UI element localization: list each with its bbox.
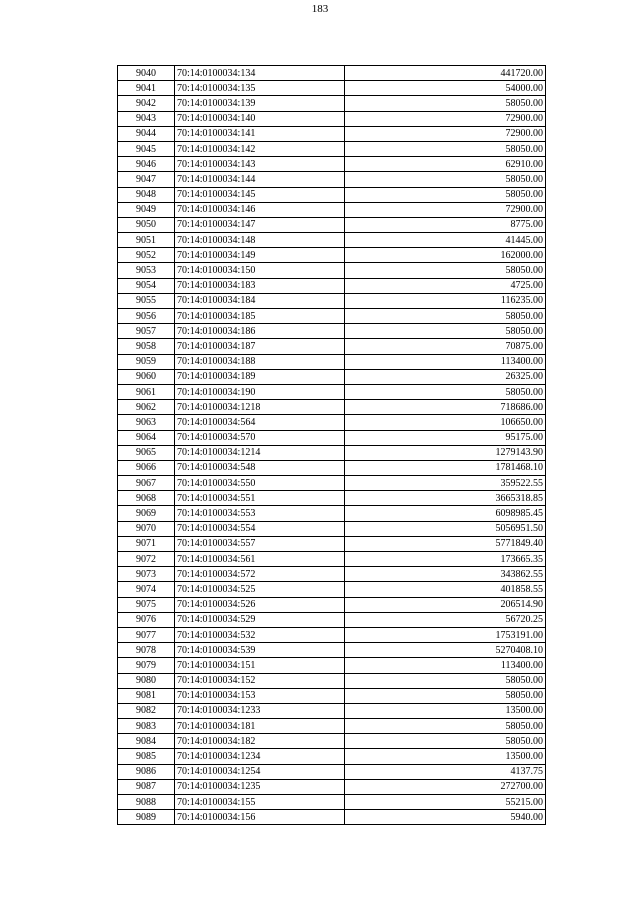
table-row — [118, 521, 546, 536]
table-row — [118, 460, 546, 475]
value-cell: 58050.00 — [345, 673, 546, 688]
table-row — [118, 354, 546, 369]
table-row — [118, 157, 546, 172]
row-number-cell: 9084 — [118, 734, 175, 749]
cadastral-number-cell: 70:14:0100034:181 — [175, 719, 345, 734]
table-row — [118, 658, 546, 673]
cadastral-number-cell: 70:14:0100034:140 — [175, 111, 345, 126]
value-cell: 272700.00 — [345, 779, 546, 794]
registry-table — [117, 65, 546, 825]
cadastral-number-cell: 70:14:0100034:570 — [175, 430, 345, 445]
cadastral-number-cell: 70:14:0100034:142 — [175, 141, 345, 156]
table-row — [118, 81, 546, 96]
cadastral-number-cell: 70:14:0100034:143 — [175, 157, 345, 172]
table-row — [118, 536, 546, 551]
cadastral-number-cell: 70:14:0100034:156 — [175, 810, 345, 825]
cadastral-number-cell: 70:14:0100034:572 — [175, 567, 345, 582]
row-number-cell: 9080 — [118, 673, 175, 688]
table-row — [118, 339, 546, 354]
cadastral-number-cell: 70:14:0100034:150 — [175, 263, 345, 278]
cadastral-number-cell: 70:14:0100034:188 — [175, 354, 345, 369]
row-number-cell: 9078 — [118, 643, 175, 658]
row-number-cell: 9059 — [118, 354, 175, 369]
value-cell: 3665318.85 — [345, 491, 546, 506]
value-cell: 58050.00 — [345, 688, 546, 703]
row-number-cell: 9044 — [118, 126, 175, 141]
value-cell: 56720.25 — [345, 612, 546, 627]
value-cell: 54000.00 — [345, 81, 546, 96]
cadastral-number-cell: 70:14:0100034:1233 — [175, 703, 345, 718]
table-row — [118, 369, 546, 384]
row-number-cell: 9079 — [118, 658, 175, 673]
cadastral-number-cell: 70:14:0100034:144 — [175, 172, 345, 187]
cadastral-number-cell: 70:14:0100034:526 — [175, 597, 345, 612]
row-number-cell: 9040 — [118, 66, 175, 81]
cadastral-number-cell: 70:14:0100034:557 — [175, 536, 345, 551]
table-row — [118, 415, 546, 430]
cadastral-number-cell: 70:14:0100034:548 — [175, 460, 345, 475]
value-cell: 72900.00 — [345, 126, 546, 141]
table-row — [118, 643, 546, 658]
value-cell: 58050.00 — [345, 309, 546, 324]
cadastral-number-cell: 70:14:0100034:185 — [175, 309, 345, 324]
row-number-cell: 9062 — [118, 400, 175, 415]
row-number-cell: 9076 — [118, 612, 175, 627]
table-row — [118, 187, 546, 202]
cadastral-number-cell: 70:14:0100034:190 — [175, 384, 345, 399]
cadastral-number-cell: 70:14:0100034:146 — [175, 202, 345, 217]
cadastral-number-cell: 70:14:0100034:553 — [175, 506, 345, 521]
cadastral-number-cell: 70:14:0100034:139 — [175, 96, 345, 111]
table-row — [118, 309, 546, 324]
table-row — [118, 491, 546, 506]
row-number-cell: 9081 — [118, 688, 175, 703]
row-number-cell: 9070 — [118, 521, 175, 536]
cadastral-number-cell: 70:14:0100034:564 — [175, 415, 345, 430]
value-cell: 401858.55 — [345, 582, 546, 597]
table-row — [118, 324, 546, 339]
table-row — [118, 96, 546, 111]
cadastral-number-cell: 70:14:0100034:184 — [175, 293, 345, 308]
table-row — [118, 582, 546, 597]
cadastral-number-cell: 70:14:0100034:151 — [175, 658, 345, 673]
value-cell: 441720.00 — [345, 66, 546, 81]
cadastral-number-cell: 70:14:0100034:1214 — [175, 445, 345, 460]
cadastral-number-cell: 70:14:0100034:141 — [175, 126, 345, 141]
cadastral-number-cell: 70:14:0100034:525 — [175, 582, 345, 597]
cadastral-number-cell: 70:14:0100034:529 — [175, 612, 345, 627]
table-row — [118, 612, 546, 627]
cadastral-number-cell: 70:14:0100034:187 — [175, 339, 345, 354]
value-cell: 359522.55 — [345, 476, 546, 491]
row-number-cell: 9052 — [118, 248, 175, 263]
row-number-cell: 9042 — [118, 96, 175, 111]
row-number-cell: 9075 — [118, 597, 175, 612]
row-number-cell: 9055 — [118, 293, 175, 308]
value-cell: 8775.00 — [345, 217, 546, 232]
cadastral-number-cell: 70:14:0100034:134 — [175, 66, 345, 81]
row-number-cell: 9066 — [118, 460, 175, 475]
table-row — [118, 567, 546, 582]
row-number-cell: 9077 — [118, 627, 175, 642]
row-number-cell: 9058 — [118, 339, 175, 354]
table-row — [118, 248, 546, 263]
table-row — [118, 263, 546, 278]
row-number-cell: 9063 — [118, 415, 175, 430]
cadastral-number-cell: 70:14:0100034:1218 — [175, 400, 345, 415]
cadastral-number-cell: 70:14:0100034:186 — [175, 324, 345, 339]
value-cell: 206514.90 — [345, 597, 546, 612]
value-cell: 5056951.50 — [345, 521, 546, 536]
cadastral-number-cell: 70:14:0100034:1234 — [175, 749, 345, 764]
value-cell: 58050.00 — [345, 324, 546, 339]
cadastral-number-cell: 70:14:0100034:554 — [175, 521, 345, 536]
table-row — [118, 430, 546, 445]
value-cell: 26325.00 — [345, 369, 546, 384]
cadastral-number-cell: 70:14:0100034:148 — [175, 233, 345, 248]
value-cell: 58050.00 — [345, 734, 546, 749]
table-row — [118, 627, 546, 642]
row-number-cell: 9072 — [118, 552, 175, 567]
value-cell: 4725.00 — [345, 278, 546, 293]
row-number-cell: 9074 — [118, 582, 175, 597]
value-cell: 106650.00 — [345, 415, 546, 430]
table-row — [118, 141, 546, 156]
table-row — [118, 111, 546, 126]
cadastral-number-cell: 70:14:0100034:149 — [175, 248, 345, 263]
value-cell: 58050.00 — [345, 384, 546, 399]
cadastral-number-cell: 70:14:0100034:183 — [175, 278, 345, 293]
cadastral-number-cell: 70:14:0100034:153 — [175, 688, 345, 703]
row-number-cell: 9056 — [118, 309, 175, 324]
table-row — [118, 293, 546, 308]
table-row — [118, 795, 546, 810]
row-number-cell: 9048 — [118, 187, 175, 202]
value-cell: 1279143.90 — [345, 445, 546, 460]
value-cell: 58050.00 — [345, 141, 546, 156]
value-cell: 173665.35 — [345, 552, 546, 567]
cadastral-number-cell: 70:14:0100034:135 — [175, 81, 345, 96]
value-cell: 41445.00 — [345, 233, 546, 248]
row-number-cell: 9089 — [118, 810, 175, 825]
table-row — [118, 810, 546, 825]
table-row — [118, 764, 546, 779]
table-row — [118, 278, 546, 293]
row-number-cell: 9082 — [118, 703, 175, 718]
value-cell: 343862.55 — [345, 567, 546, 582]
row-number-cell: 9086 — [118, 764, 175, 779]
table-row — [118, 779, 546, 794]
row-number-cell: 9049 — [118, 202, 175, 217]
value-cell: 70875.00 — [345, 339, 546, 354]
row-number-cell: 9051 — [118, 233, 175, 248]
row-number-cell: 9050 — [118, 217, 175, 232]
value-cell: 116235.00 — [345, 293, 546, 308]
value-cell: 58050.00 — [345, 719, 546, 734]
page-number: 183 — [311, 3, 329, 15]
table-row — [118, 476, 546, 491]
cadastral-number-cell: 70:14:0100034:155 — [175, 795, 345, 810]
value-cell: 13500.00 — [345, 749, 546, 764]
row-number-cell: 9046 — [118, 157, 175, 172]
table-row — [118, 400, 546, 415]
value-cell: 4137.75 — [345, 764, 546, 779]
table-row — [118, 734, 546, 749]
value-cell: 58050.00 — [345, 187, 546, 202]
row-number-cell: 9071 — [118, 536, 175, 551]
cadastral-number-cell: 70:14:0100034:532 — [175, 627, 345, 642]
row-number-cell: 9057 — [118, 324, 175, 339]
row-number-cell: 9087 — [118, 779, 175, 794]
row-number-cell: 9060 — [118, 369, 175, 384]
cadastral-number-cell: 70:14:0100034:182 — [175, 734, 345, 749]
table-row — [118, 688, 546, 703]
row-number-cell: 9045 — [118, 141, 175, 156]
table-row — [118, 552, 546, 567]
row-number-cell: 9083 — [118, 719, 175, 734]
table-row — [118, 233, 546, 248]
cadastral-number-cell: 70:14:0100034:561 — [175, 552, 345, 567]
cadastral-number-cell: 70:14:0100034:550 — [175, 476, 345, 491]
row-number-cell: 9067 — [118, 476, 175, 491]
value-cell: 113400.00 — [345, 354, 546, 369]
cadastral-number-cell: 70:14:0100034:551 — [175, 491, 345, 506]
value-cell: 58050.00 — [345, 172, 546, 187]
cadastral-number-cell: 70:14:0100034:539 — [175, 643, 345, 658]
value-cell: 113400.00 — [345, 658, 546, 673]
table-row — [118, 673, 546, 688]
value-cell: 72900.00 — [345, 202, 546, 217]
table-row — [118, 703, 546, 718]
value-cell: 5940.00 — [345, 810, 546, 825]
table-row — [118, 202, 546, 217]
cadastral-number-cell: 70:14:0100034:145 — [175, 187, 345, 202]
row-number-cell: 9088 — [118, 795, 175, 810]
row-number-cell: 9065 — [118, 445, 175, 460]
value-cell: 55215.00 — [345, 795, 546, 810]
table-row — [118, 384, 546, 399]
value-cell: 5270408.10 — [345, 643, 546, 658]
table-row — [118, 506, 546, 521]
table-row — [118, 172, 546, 187]
table-row — [118, 217, 546, 232]
value-cell: 62910.00 — [345, 157, 546, 172]
row-number-cell: 9053 — [118, 263, 175, 278]
row-number-cell: 9064 — [118, 430, 175, 445]
value-cell: 6098985.45 — [345, 506, 546, 521]
row-number-cell: 9043 — [118, 111, 175, 126]
table-row — [118, 126, 546, 141]
cadastral-number-cell: 70:14:0100034:1235 — [175, 779, 345, 794]
value-cell: 13500.00 — [345, 703, 546, 718]
value-cell: 1781468.10 — [345, 460, 546, 475]
value-cell: 162000.00 — [345, 248, 546, 263]
table-row — [118, 445, 546, 460]
row-number-cell: 9041 — [118, 81, 175, 96]
cadastral-number-cell: 70:14:0100034:152 — [175, 673, 345, 688]
cadastral-number-cell: 70:14:0100034:189 — [175, 369, 345, 384]
row-number-cell: 9068 — [118, 491, 175, 506]
table-row — [118, 597, 546, 612]
value-cell: 58050.00 — [345, 263, 546, 278]
row-number-cell: 9069 — [118, 506, 175, 521]
row-number-cell: 9085 — [118, 749, 175, 764]
table-row — [118, 749, 546, 764]
row-number-cell: 9073 — [118, 567, 175, 582]
value-cell: 718686.00 — [345, 400, 546, 415]
registry-table-body — [118, 66, 546, 825]
value-cell: 95175.00 — [345, 430, 546, 445]
value-cell: 1753191.00 — [345, 627, 546, 642]
row-number-cell: 9047 — [118, 172, 175, 187]
row-number-cell: 9054 — [118, 278, 175, 293]
table-row — [118, 719, 546, 734]
value-cell: 5771849.40 — [345, 536, 546, 551]
value-cell: 72900.00 — [345, 111, 546, 126]
table-row — [118, 66, 546, 81]
cadastral-number-cell: 70:14:0100034:147 — [175, 217, 345, 232]
value-cell: 58050.00 — [345, 96, 546, 111]
row-number-cell: 9061 — [118, 384, 175, 399]
cadastral-number-cell: 70:14:0100034:1254 — [175, 764, 345, 779]
